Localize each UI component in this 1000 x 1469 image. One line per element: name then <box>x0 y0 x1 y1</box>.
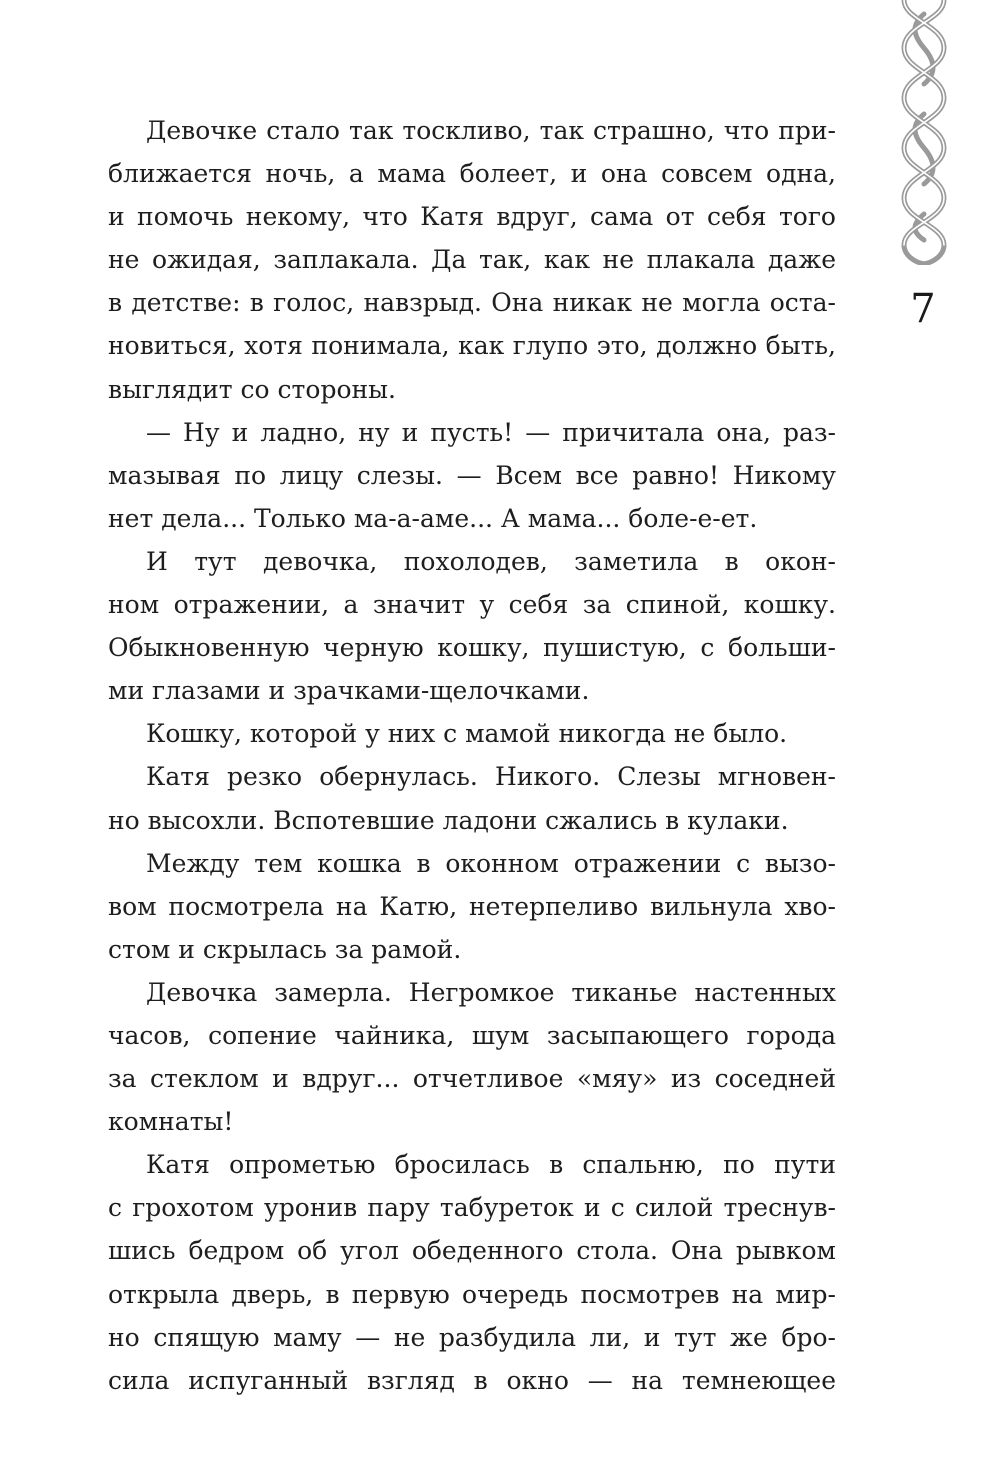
text-line: Кошку, которой у них с мамой никогда не было. <box>146 719 788 749</box>
text-line: Катя опрометью бросилась в спальню, по пути <box>146 1150 836 1180</box>
text-line: не ожидая, заплакала. Да так, как не плакала даже <box>108 245 836 275</box>
text-line: шись бедром об угол обеденного стола. Она рывком <box>108 1236 836 1266</box>
text-line: Обыкновенную черную кошку, пушистую, с больши- <box>108 633 836 663</box>
text-line: Девочке стало так тоскливо, так страшно, что при- <box>146 116 836 145</box>
text-line: нет дела... Только ма-а-аме... А мама... боле-е-ет. <box>108 503 758 533</box>
text-line: Катя резко обернулась. Никого. Слезы мгновен- <box>146 762 836 792</box>
text-line: ми глазами и зрачками-щелочками. <box>108 676 590 706</box>
text-line: с грохотом уронив пару табуреток и с силой треснув- <box>108 1193 836 1223</box>
text-line: и помочь некому, что Катя вдруг, сама от себя того <box>108 202 836 232</box>
text-line: И тут девочка, похолодев, заметила в окон- <box>146 546 836 576</box>
text-line: новиться, хотя понимала, как глупо это, должно быть, <box>108 331 836 361</box>
text-line: часов, сопение чайника, шум засыпающего города <box>108 1020 836 1050</box>
text-line: — Ну и ладно, ну и пусть! — причитала она, раз- <box>146 417 836 447</box>
text-line: выглядит со стороны. <box>108 374 397 404</box>
page-number: 7 <box>910 286 936 332</box>
text-line: мазывая по лицу слезы. — Всем все равно! Никому <box>108 460 836 490</box>
text-line: ближается ночь, а мама болеет, и она совсем одна, <box>108 159 836 189</box>
text-line: ном отражении, а значит у себя за спиной, кошку. <box>108 590 836 620</box>
text-line: но спящую маму — не разбудила ли, и тут же бро- <box>108 1322 836 1352</box>
text-line: Между тем кошка в оконном отражении с вызо- <box>146 848 836 878</box>
text-line: открыла дверь, в первую очередь посмотрев на мир- <box>108 1279 836 1309</box>
text-line: но высохли. Вспотевшие ладони сжались в кулаки. <box>108 805 789 835</box>
text-line: комнаты! <box>108 1107 234 1137</box>
text-line: за стеклом и вдруг... отчетливое «мяу» из соседней <box>108 1064 836 1094</box>
body-text <box>108 109 836 1402</box>
text-line: вом посмотрела на Катю, нетерпеливо вильнула хво- <box>108 891 836 921</box>
text-line: стом и скрылась за рамой. <box>108 934 462 964</box>
celtic-knot-ornament-icon <box>890 0 960 265</box>
text-line: Девочка замерла. Негромкое тиканье настенных <box>146 977 836 1007</box>
text-line: в детстве: в голос, навзрыд. Она никак не могла оста- <box>108 288 836 318</box>
text-line: сила испуганный взгляд в окно — на темнеющее <box>108 1365 836 1395</box>
